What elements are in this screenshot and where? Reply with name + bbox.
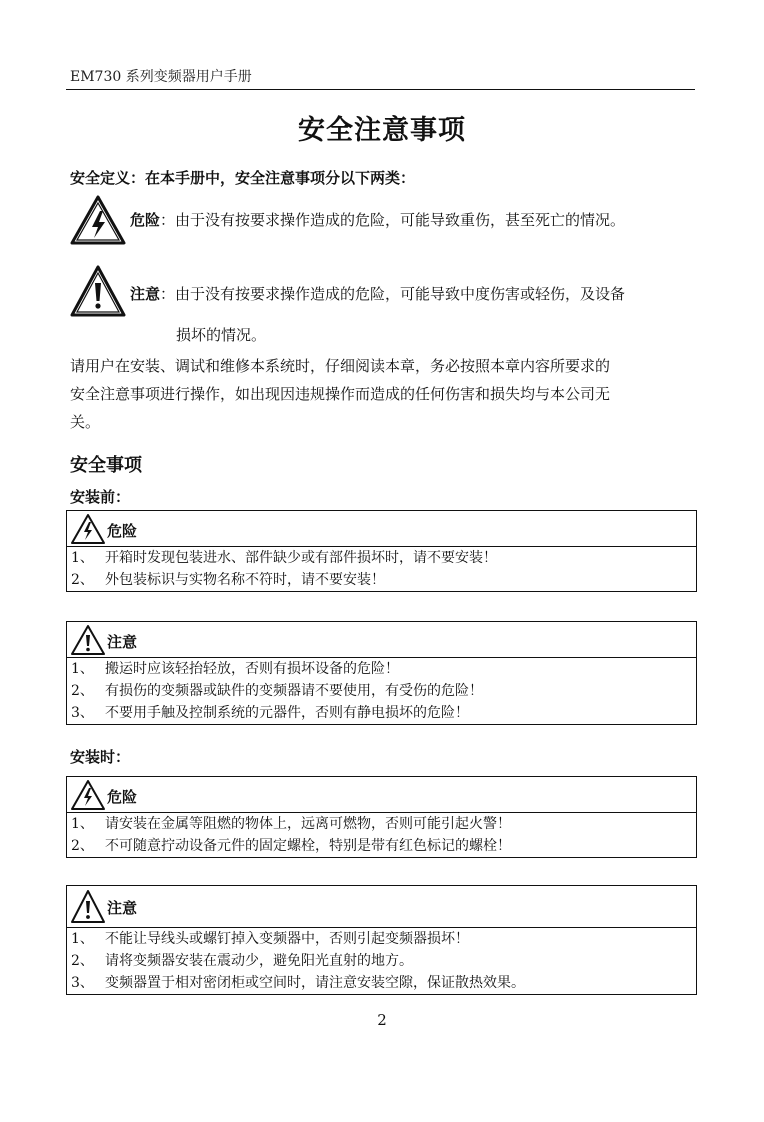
list-item: 1、 开箱时发现包装进水、部件缺少或有部件损坏时，请不要安装！ [71, 550, 497, 566]
caution-label: 注意 [130, 285, 161, 303]
danger-definition-text: 由于没有按要求操作造成的危险，可能导致重伤，甚至死亡的情况。 [175, 211, 626, 229]
before-install-heading: 安装前： [70, 488, 131, 506]
page-title: 安全注意事项 [298, 115, 466, 146]
before-install-danger-box [66, 510, 697, 592]
list-item: 1、 请安装在金属等阻燃的物体上，远离可燃物，否则可能引起火警！ [71, 816, 511, 832]
box-header [67, 622, 696, 658]
during-install-caution-box [66, 885, 697, 995]
danger-definition: 危险：由于没有按要求操作造成的危险，可能导致重伤，甚至死亡的情况。 [130, 211, 626, 229]
high-voltage-warning-icon [70, 779, 106, 811]
list-item: 1、 搬运时应该轻抬轻放，否则有损坏设备的危险！ [71, 661, 399, 677]
list-item: 2、 有损伤的变频器或缺件的变频器请不要使用，有受伤的危险！ [71, 683, 483, 699]
section-title: 安全事项 [70, 455, 142, 476]
list-item: 3、 变频器置于相对密闭柜或空间时，请注意安装空隙，保证散热效果。 [71, 975, 525, 991]
header-rule [66, 89, 695, 90]
exclamation-warning-icon [69, 264, 127, 318]
safety-definition-heading: 安全定义：在本手册中，安全注意事项分以下两类： [70, 169, 416, 187]
caution-definition-text-line1: 由于没有按要求操作造成的危险，可能导致中度伤害或轻伤，及设备 [175, 285, 626, 303]
during-install-heading: 安装时： [70, 748, 131, 766]
list-item: 3、 不要用手触及控制系统的元器件，否则有静电损坏的危险！ [71, 705, 469, 721]
box-header [67, 886, 696, 928]
danger-label: 危险 [130, 211, 161, 229]
intro-paragraph: 请用户在安装、调试和维修本系统时，仔细阅读本章，务必按照本章内容所要求的 安全注意事项进行操作，如出现因违规操作而造成的任何伤害和损失均与本公司无 关。 [70, 357, 611, 431]
list-item: 2、 外包装标识与实物名称不符时，请不要安装！ [71, 572, 385, 588]
before-install-caution-box [66, 621, 697, 725]
caution-label: 注意 [107, 633, 138, 651]
high-voltage-warning-icon [70, 513, 106, 545]
danger-label: 危险 [107, 788, 138, 806]
danger-label: 危险 [107, 522, 138, 540]
caution-definition: 注意：由于没有按要求操作造成的危险，可能导致中度伤害或轻伤，及设备 [130, 285, 626, 303]
exclamation-warning-icon [70, 889, 106, 925]
box-header [67, 511, 696, 547]
box-header [67, 777, 696, 813]
caution-definition-text-line2: 损坏的情况。 [176, 326, 267, 344]
caution-label: 注意 [107, 899, 138, 917]
exclamation-warning-icon [70, 624, 106, 656]
page-number: 2 [377, 1011, 387, 1029]
high-voltage-warning-icon [69, 194, 127, 246]
during-install-danger-box [66, 776, 697, 858]
list-item: 2、 请将变频器安装在震动少，避免阳光直射的地方。 [71, 953, 413, 969]
list-item: 1、 不能让导线头或螺钉掉入变频器中，否则引起变频器损坏！ [71, 931, 469, 947]
list-item: 2、 不可随意拧动设备元件的固定螺栓，特别是带有红色标记的螺栓！ [71, 838, 511, 854]
running-header: EM730 系列变频器用户手册 [70, 69, 252, 85]
